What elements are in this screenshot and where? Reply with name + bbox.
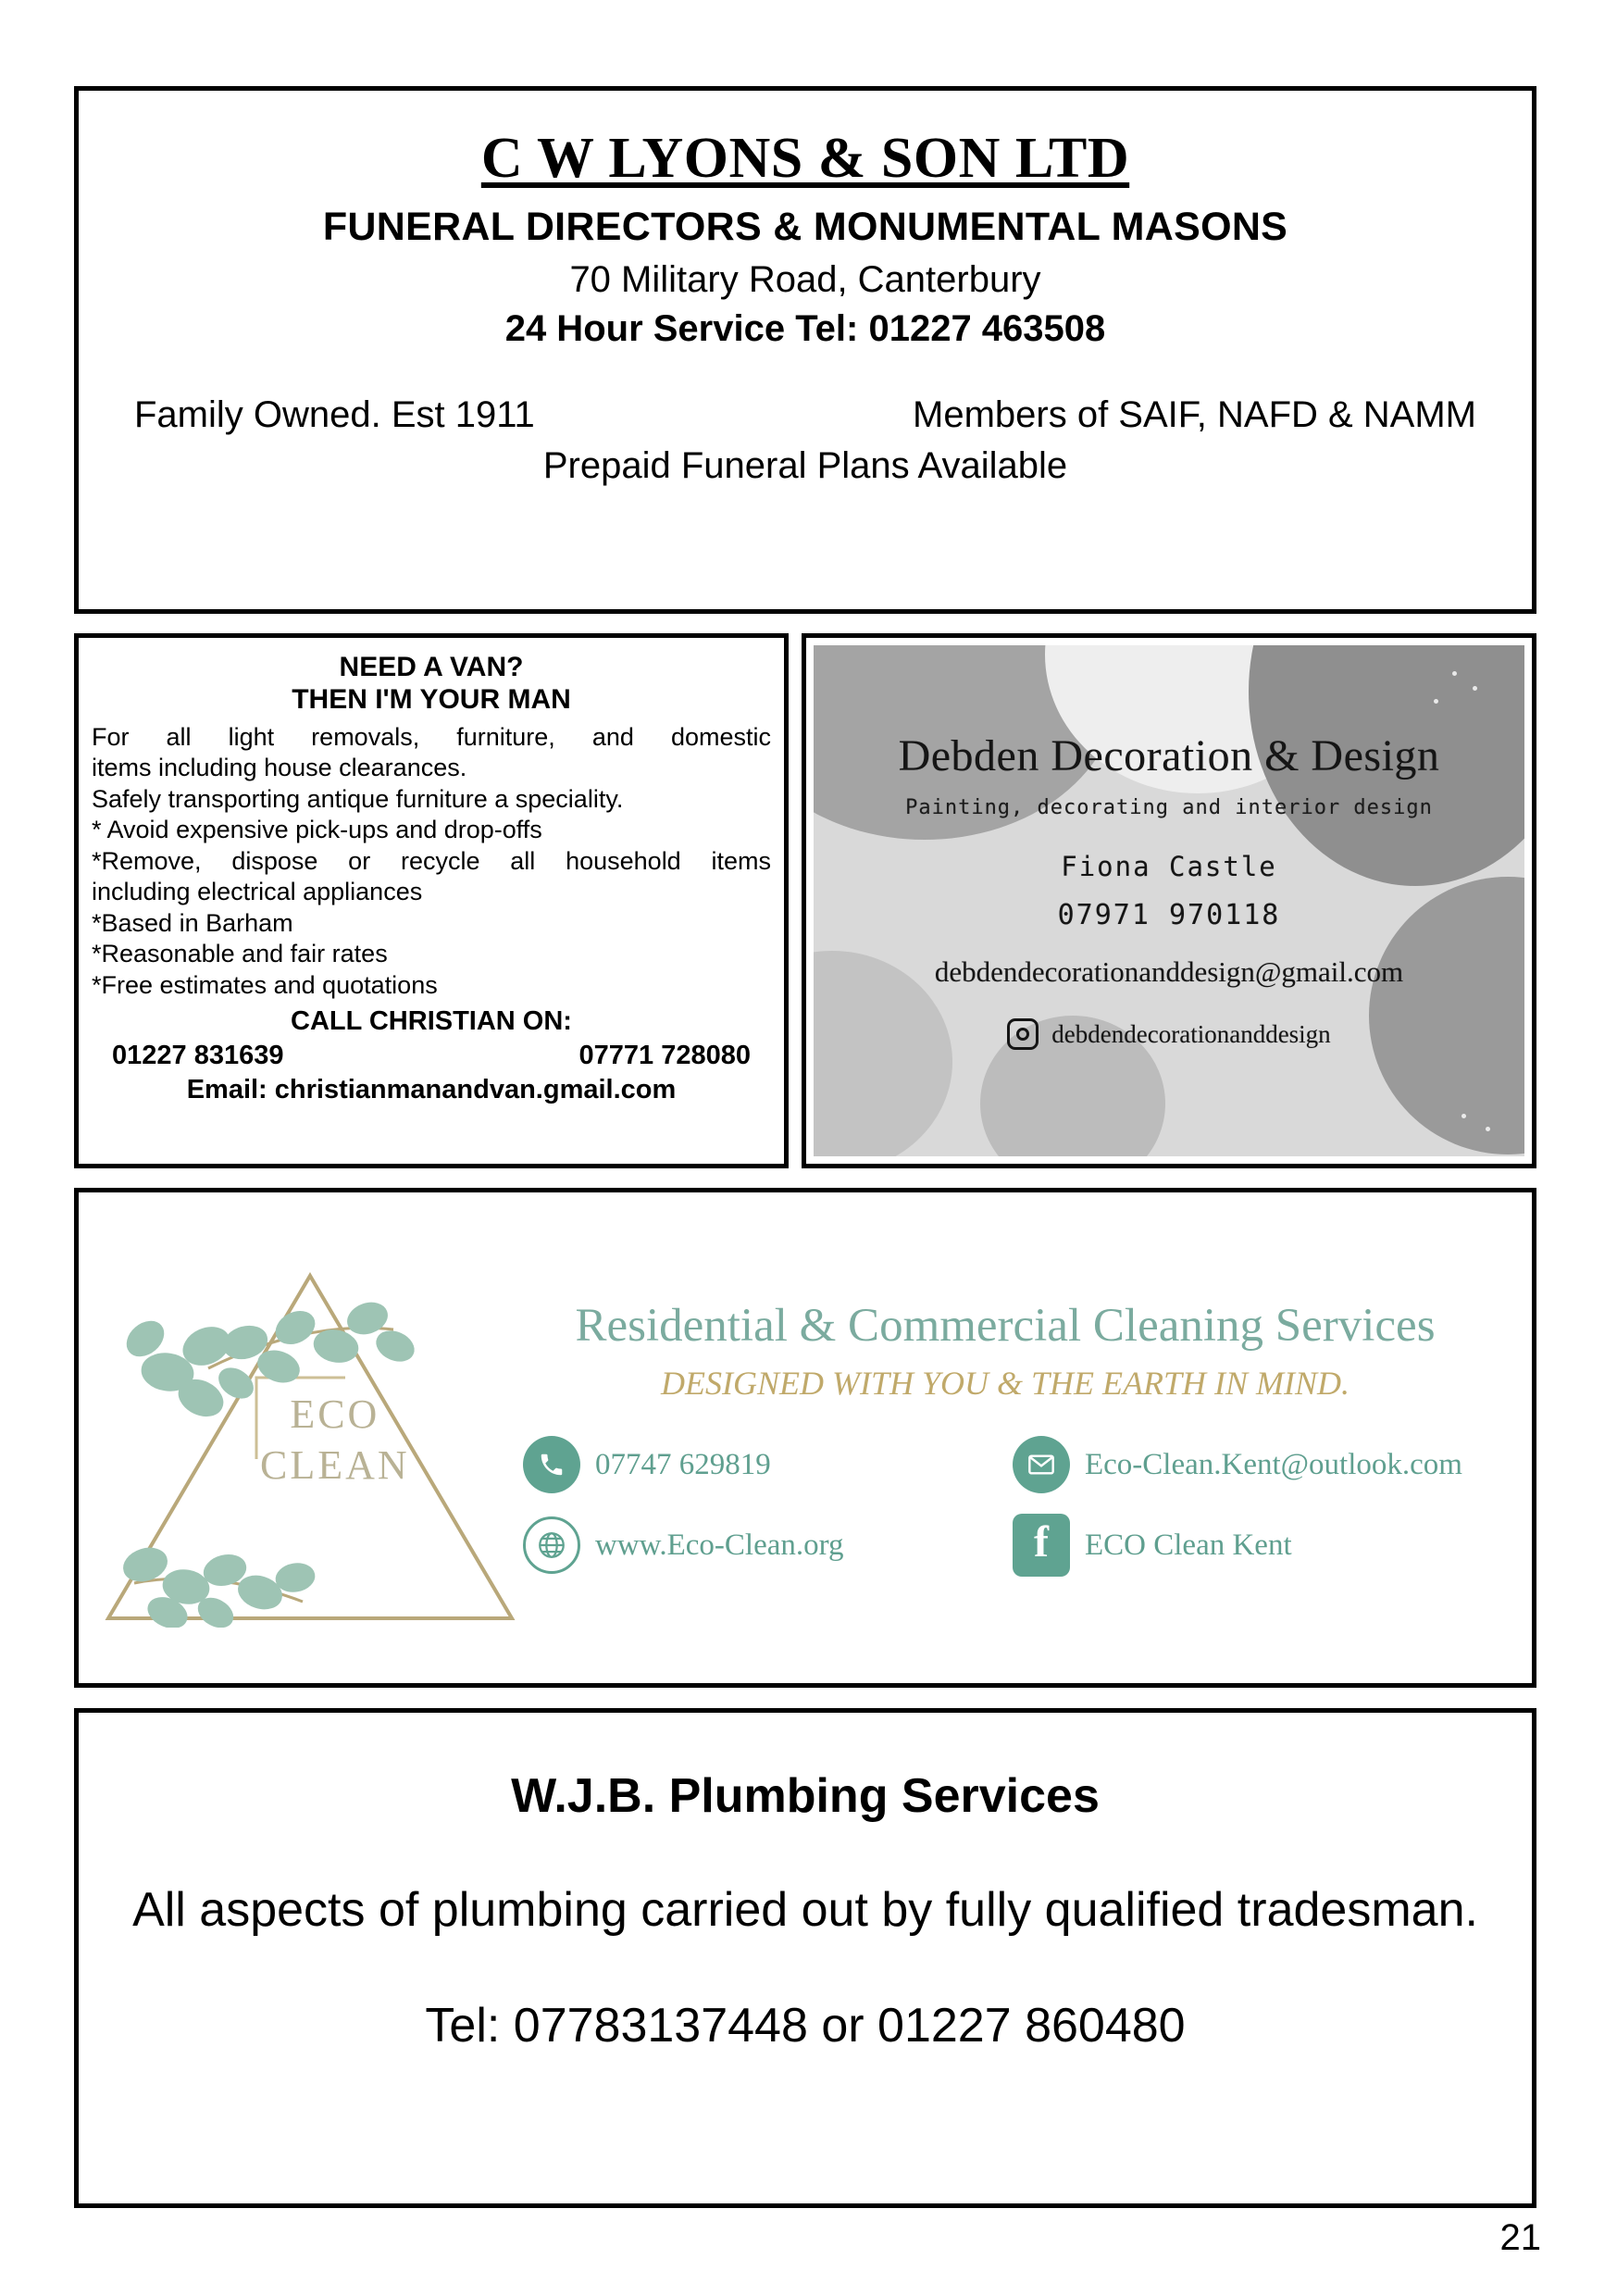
eco-clean-layout [79,1192,1532,1683]
eco-clean-wordmark [260,1389,410,1491]
debden-phone: 07971 970118 [1057,899,1281,931]
ad-eco-clean [74,1188,1536,1688]
page-number: 21 [1499,2217,1541,2258]
debden-instagram-row [1007,1018,1330,1050]
plumbing-description: All aspects of plumbing carried out by fully qualified tradesman. [132,1883,1478,1937]
van-description [92,722,771,1001]
van-desc-line7: *Based in Barham [92,908,293,937]
ad-funeral-directors [74,86,1536,614]
van-desc-line6: including electrical appliances [92,878,423,906]
debden-card-content [814,645,1524,1156]
funeral-hours-and-telephone: 24 Hour Service Tel: 01227 463508 [504,308,1106,349]
funeral-services-line: FUNERAL DIRECTORS & MONUMENTAL MASONS [322,205,1288,249]
debden-tagline: Painting, decorating and interior design [905,796,1433,819]
eco-word-line2: CLEAN [260,1442,410,1488]
plumbing-telephone: Tel: 07783137448 or 01227 860480 [425,1998,1186,2053]
funeral-address: 70 Military Road, Canterbury [569,259,1041,300]
funeral-family-owned: Family Owned. Est 1911 [134,394,535,435]
eco-clean-logo [79,1192,523,1683]
van-phone-mobile: 07771 728080 [578,1041,751,1070]
phone-icon [523,1436,580,1493]
debden-instagram-handle: debdendecorationanddesign [1051,1019,1331,1048]
eco-subheadline: DESIGNED WITH YOU & THE EARTH IN MIND. [661,1365,1350,1402]
facebook-icon: f [1013,1514,1070,1577]
funeral-prepaid-plans: Prepaid Funeral Plans Available [542,445,1068,486]
ad-man-and-van [74,633,789,1168]
van-phone-landline: 01227 831639 [112,1041,284,1070]
eco-clean-details [523,1299,1532,1577]
van-desc-line2: items including house clearances. [92,754,467,782]
van-headline [92,651,771,717]
van-desc-line3: Safely transporting antique furniture a speciality. [92,784,624,813]
debden-email: debdendecorationanddesign@gmail.com [934,955,1404,988]
eco-word-line1: ECO [290,1391,380,1437]
van-headline-line2: THEN I'M YOUR MAN [292,684,571,716]
debden-business-name: Debden Decoration & Design [898,731,1440,780]
debden-contact-name: Fiona Castle [1061,851,1277,882]
van-desc-line8: *Reasonable and fair rates [92,940,388,968]
plumbing-business-name: W.J.B. Plumbing Services [511,1769,1100,1823]
email-icon [1013,1436,1070,1493]
eco-headline: Residential & Commercial Cleaning Services [575,1300,1436,1352]
instagram-icon [1007,1018,1039,1050]
debden-business-card-image [814,645,1524,1156]
globe-icon [523,1516,580,1574]
ad-wjb-plumbing [74,1708,1536,2208]
van-desc-line1: For all light removals, furniture, and domestic [92,722,771,751]
eco-facebook: ECO Clean Kent [1085,1528,1292,1562]
eco-email: Eco-Clean.Kent@outlook.com [1085,1447,1462,1481]
van-desc-line9: *Free estimates and quotations [92,970,438,999]
funeral-credentials-row [106,394,1504,436]
van-call-prompt: CALL CHRISTIAN ON: [291,1006,572,1036]
van-email: Email: christianmanandvan.gmail.com [186,1075,677,1104]
eco-phone: 07747 629819 [595,1447,771,1481]
van-headline-line1: NEED A VAN? [339,652,524,682]
eco-website: www.Eco-Clean.org [595,1528,844,1562]
funeral-company-name: C W LYONS & SON LTD [480,127,1130,190]
funeral-memberships: Members of SAIF, NAFD & NAMM [913,394,1476,435]
van-desc-line4: * Avoid expensive pick-ups and drop-offs [92,816,542,844]
van-desc-line5: *Remove, dispose or recycle all household items [92,846,771,875]
van-phone-row [92,1041,771,1071]
ad-debden-decoration [802,633,1536,1168]
eco-contact-grid [523,1436,1487,1577]
